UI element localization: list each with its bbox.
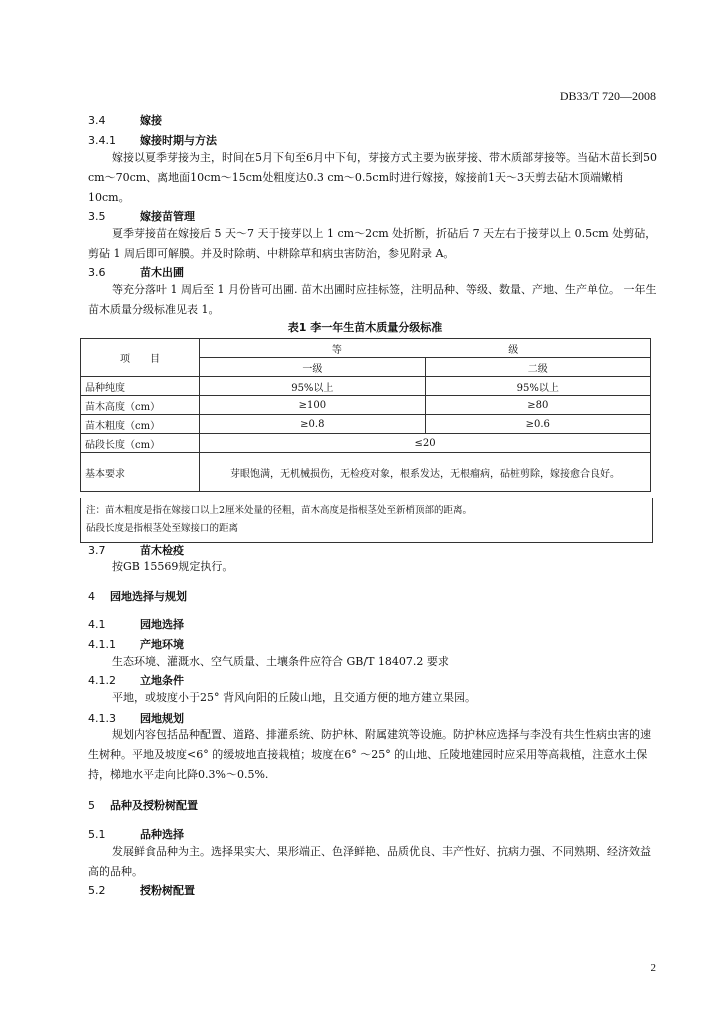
heading-number: 3.6 bbox=[88, 266, 106, 279]
stock-length-value: ≤20 bbox=[200, 434, 651, 453]
row-label: 苗木高度（cm） bbox=[81, 396, 200, 415]
heading-3-6 bbox=[88, 264, 184, 280]
heading-number: 5 bbox=[88, 799, 95, 812]
heading-title: 嫁接 bbox=[140, 114, 162, 127]
grade-header-char-2: 级 bbox=[508, 344, 519, 356]
heading-title: 立地条件 bbox=[140, 674, 184, 687]
paragraph-4-1-3: 规划内容包括品种配置、道路、排灌系统、防护林、附属建筑等设施。防护林应选择与李没有共生性病虫害的速生树种。平地及坡度<6° 的缓坡地直接栽植；坡度在6° ～25° 的山地、丘陵地建园时应采用等高栽植，注意水土保持，梯地水平走向比降0.3%～0.5%. bbox=[88, 728, 651, 781]
heading-4-1-1 bbox=[88, 636, 184, 652]
table-row bbox=[81, 396, 651, 415]
paragraph-3-4-1: 嫁接以夏季芽接为主，时间在5月下旬至6月中下旬，芽接方式主要为嵌芽接、带木质部芽接等。当砧木苗长到50 cm～70cm、离地面10cm～15cm处粗度达0.3 cm～0.5cm时进行嫁接，嫁接前1天～3天剪去砧木顶端嫩梢10cm。 bbox=[88, 151, 657, 204]
grade-1-header: 一级 bbox=[200, 358, 425, 377]
table-row bbox=[81, 434, 651, 453]
row-label: 苗木粗度（cm） bbox=[81, 415, 200, 434]
heading-title: 苗木检疫 bbox=[140, 544, 184, 557]
heading-3-4-1 bbox=[88, 132, 217, 148]
paragraph-3-5: 夏季芽接苗在嫁接后 5 天～7 天于接芽以上 1 cm～2cm 处折断，折砧后 7 天左右于接芽以上 0.5cm 处剪砧，剪砧 1 周后即可解膜。并及时除萌、中耕除草和病虫害防治，参见附录 A。 bbox=[88, 227, 657, 260]
heading-title: 园地规划 bbox=[140, 712, 184, 725]
heading-title: 授粉树配置 bbox=[140, 884, 195, 897]
table-title: 表1 李一年生苗木质量分级标准 bbox=[287, 321, 443, 334]
paragraph-4-1-1: 生态环境、灌溉水、空气质量、土壤条件应符合 GB/T 18407.2 要求 bbox=[112, 655, 449, 668]
heading-title: 嫁接苗管理 bbox=[140, 210, 195, 223]
heading-title: 产地环境 bbox=[140, 638, 184, 651]
grade-2-header: 二级 bbox=[425, 358, 650, 377]
heading-3-7 bbox=[88, 542, 184, 558]
heading-number: 4 bbox=[88, 590, 95, 603]
paragraph-5-1: 发展鲜食品种为主。选择果实大、果形端正、色泽鲜艳、品质优良、丰产性好、抗病力强、不同熟期、经济效益高的品种。 bbox=[88, 845, 651, 878]
heading-number: 4.1 bbox=[88, 618, 106, 631]
heading-title: 品种及授粉树配置 bbox=[110, 799, 198, 812]
heading-number: 3.5 bbox=[88, 210, 106, 223]
row-label: 砧段长度（cm） bbox=[81, 434, 200, 453]
heading-4-1-3 bbox=[88, 710, 184, 726]
heading-number: 4.1.3 bbox=[88, 712, 116, 725]
table-note-line-1: 注：苗木粗度是指在嫁接口以上2厘米处量的径粗，苗木高度是指根茎处至新梢顶部的距离。 bbox=[86, 505, 473, 516]
heading-number: 3.4.1 bbox=[88, 134, 116, 147]
heading-4-1 bbox=[88, 616, 184, 632]
heading-title: 苗木出圃 bbox=[140, 266, 184, 279]
heading-5-1 bbox=[88, 826, 184, 842]
table-row bbox=[81, 453, 651, 492]
grade-1-value: ≥100 bbox=[200, 396, 425, 415]
heading-number: 4.1.2 bbox=[88, 674, 116, 687]
heading-number: 3.4 bbox=[88, 114, 106, 127]
heading-4 bbox=[88, 588, 187, 604]
row-label: 基本要求 bbox=[81, 453, 200, 492]
table-row bbox=[81, 377, 651, 396]
basic-requirement-value: 芽眼饱满，无机械损伤，无检疫对象，根系发达，无根瘤病，砧桩剪除，嫁接愈合良好。 bbox=[200, 453, 651, 492]
grade-table bbox=[80, 338, 651, 492]
grade-2-value: ≥0.6 bbox=[425, 415, 650, 434]
heading-5-2 bbox=[88, 882, 195, 898]
paragraph-4-1-2: 平地，或坡度小于25° 背风向阳的丘陵山地，且交通方便的地方建立果园。 bbox=[112, 691, 476, 704]
heading-5 bbox=[88, 797, 198, 813]
grade-1-value: 95%以上 bbox=[200, 377, 425, 396]
heading-3-4 bbox=[88, 112, 162, 128]
heading-title: 园地选择与规划 bbox=[110, 590, 187, 603]
paragraph-3-6: 等充分落叶 1 周后至 1 月份皆可出圃. 苗木出圃时应挂标签，注明品种、等级、数量、产地、生产单位。 一年生苗木质量分级标准见表 1。 bbox=[88, 283, 657, 316]
grade-2-value: 95%以上 bbox=[425, 377, 650, 396]
heading-number: 5.2 bbox=[88, 884, 106, 897]
standard-code: DB33/T 720—2008 bbox=[559, 89, 656, 103]
heading-number: 4.1.1 bbox=[88, 638, 116, 651]
heading-number: 3.7 bbox=[88, 544, 106, 557]
grade-2-value: ≥80 bbox=[425, 396, 650, 415]
grade-1-value: ≥0.8 bbox=[200, 415, 425, 434]
grade-header bbox=[200, 339, 651, 358]
heading-title: 品种选择 bbox=[140, 828, 184, 841]
heading-title: 嫁接时期与方法 bbox=[140, 134, 217, 147]
heading-number: 5.1 bbox=[88, 828, 106, 841]
heading-4-1-2 bbox=[88, 672, 184, 688]
table-header-row bbox=[81, 339, 651, 358]
table-row bbox=[81, 415, 651, 434]
heading-title: 园地选择 bbox=[140, 618, 184, 631]
grade-header-char-1: 等 bbox=[331, 344, 342, 356]
table-note-line-2: 砧段长度是指根茎处至嫁接口的距离 bbox=[86, 523, 239, 534]
row-label: 品种纯度 bbox=[81, 377, 200, 396]
paragraph-3-7: 按GB 15569规定执行。 bbox=[112, 560, 234, 573]
heading-3-5 bbox=[88, 208, 195, 224]
table-note bbox=[80, 498, 653, 543]
item-header: 项 目 bbox=[81, 339, 200, 377]
page-number: 2 bbox=[650, 962, 656, 974]
